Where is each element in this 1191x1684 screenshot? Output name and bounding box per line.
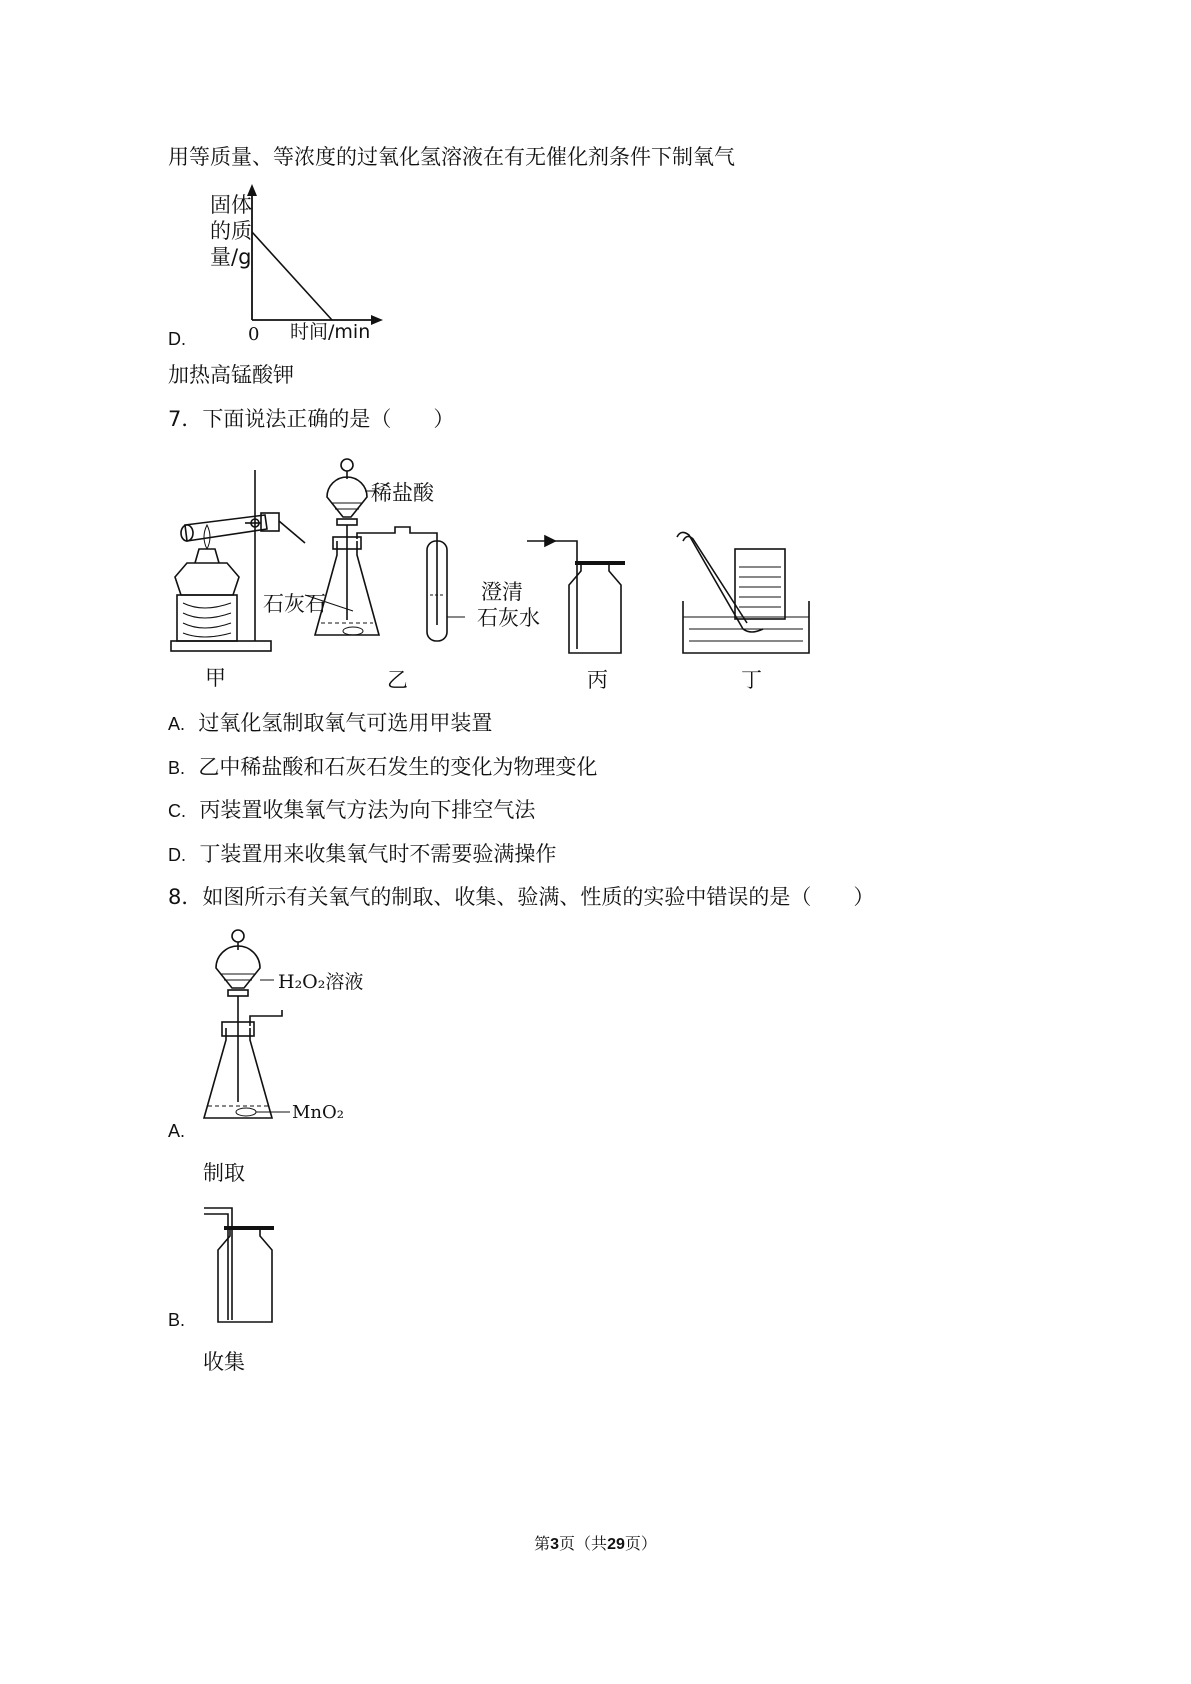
q7-stem: 7．下面说法正确的是（ ） bbox=[168, 407, 455, 431]
q8-option-b-figure bbox=[198, 1202, 298, 1332]
label-dilute-hcl: 稀盐酸 bbox=[371, 481, 434, 505]
label-yi: 乙 bbox=[387, 668, 408, 692]
apparatus-bing bbox=[527, 536, 625, 653]
y-label-1: 固体 bbox=[210, 193, 252, 217]
q7-option-d: D. 丁装置用来收集氧气时不需要验满操作 bbox=[168, 842, 557, 866]
label-h2o2: H₂O₂溶液 bbox=[278, 971, 364, 993]
label-limestone: 石灰石 bbox=[263, 592, 326, 616]
q8-option-a-letter: A. bbox=[168, 1121, 186, 1141]
label-jia: 甲 bbox=[205, 666, 226, 690]
q8-option-b-caption: 收集 bbox=[203, 1350, 245, 1374]
option-c-caption: 用等质量、等浓度的过氧化氢溶液在有无催化剂条件下制氧气 bbox=[168, 145, 735, 169]
label-mno2: MnO₂ bbox=[292, 1102, 344, 1123]
q8-option-a-caption: 制取 bbox=[203, 1161, 245, 1185]
option-d-caption: 加热高锰酸钾 bbox=[168, 363, 294, 387]
y-label-3: 量/g bbox=[210, 245, 252, 269]
apparatus-jia bbox=[171, 470, 305, 651]
q8-option-a-figure bbox=[198, 922, 378, 1142]
q8-option-b-letter: B. bbox=[168, 1310, 186, 1330]
q8-stem: 8．如图所示有关氧气的制取、收集、验满、性质的实验中错误的是（ ） bbox=[168, 885, 875, 909]
origin-label: 0 bbox=[248, 324, 260, 345]
label-ding: 丁 bbox=[741, 668, 762, 692]
label-clear-2: 石灰水 bbox=[477, 606, 540, 630]
q7-option-b: B. 乙中稀盐酸和石灰石发生的变化为物理变化 bbox=[168, 755, 598, 779]
label-bing: 丙 bbox=[587, 668, 608, 692]
x-axis-arrow bbox=[371, 315, 383, 325]
page-footer: 第3页（共29页） bbox=[534, 1534, 657, 1553]
option-d-letter: D. bbox=[168, 329, 186, 349]
q7-apparatus-figure bbox=[165, 445, 825, 695]
option-d-graph bbox=[200, 180, 390, 350]
mass-line bbox=[252, 232, 332, 320]
y-label-2: 的质 bbox=[210, 219, 252, 243]
x-label: 时间/min bbox=[290, 321, 371, 343]
apparatus-ding bbox=[677, 532, 809, 653]
q7-option-a: A. 过氧化氢制取氧气可选用甲装置 bbox=[168, 711, 493, 735]
label-clear-1: 澄清 bbox=[481, 580, 523, 604]
q7-option-c: C. 丙装置收集氧气方法为向下排空气法 bbox=[168, 798, 536, 822]
